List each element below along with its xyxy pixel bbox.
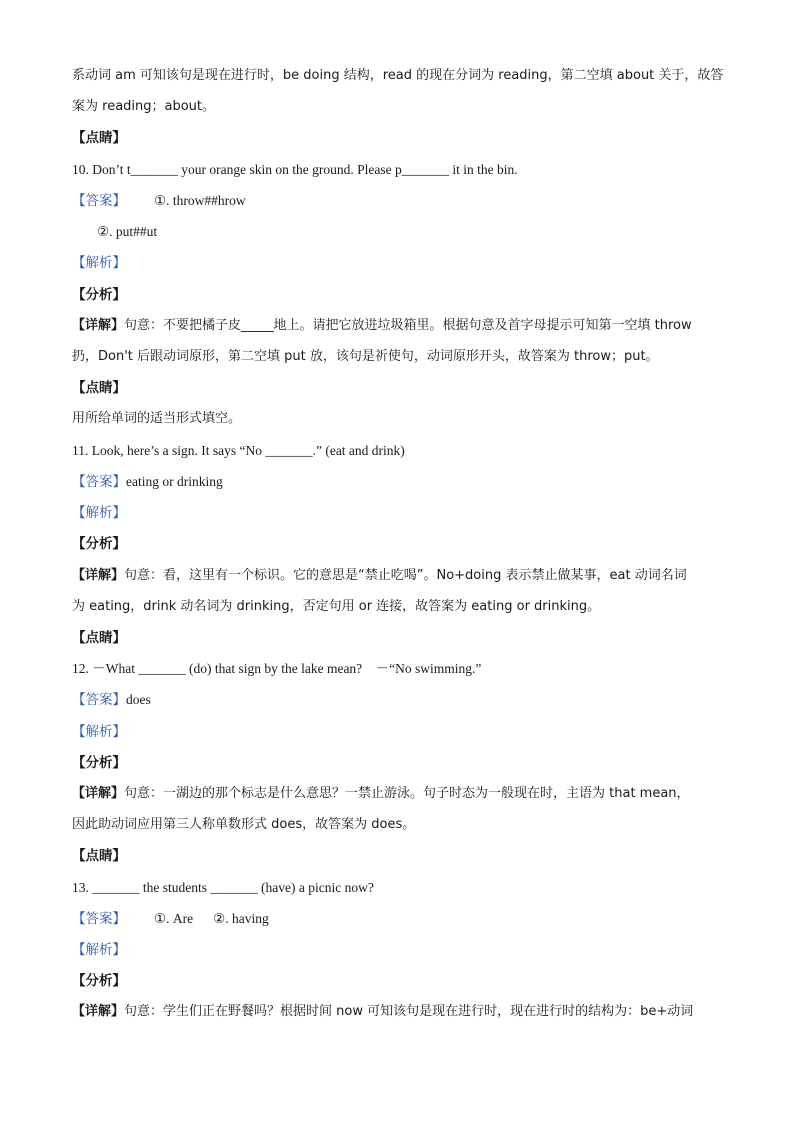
jiexi-tag: 【解析】 <box>72 942 126 958</box>
detail-line: 因此助动词应用第三人称单数形式 does，故答案为 does。 <box>72 817 416 832</box>
section-instruction: 用所给单词的适当形式填空。 <box>72 411 242 426</box>
answer-line <box>72 472 223 492</box>
question-11: 11. Look, here’s a sign. It says “No _______.” (eat and drink) <box>72 443 405 458</box>
answer-text: eating or drinking <box>126 474 223 489</box>
detail-line: 为 eating，drink 动名词为 drinking，否定句用 or 连接，故答案为 eating or drinking。 <box>72 599 601 614</box>
question-10: 10. Don’t t_______ your orange skin on the ground. Please p_______ it in the bin. <box>72 162 518 177</box>
text-line: 案为 reading；about。 <box>72 99 216 114</box>
detail-line: 【详解】句意：不要把橘子皮_____地上。请把它放进垃圾箱里。根据句意及首字母提示可知第一空填 throw <box>72 318 692 333</box>
detail-line: 【详解】句意：一湖边的那个标志是什么意思？一禁止游泳。句子时态为一般现在时，主语为 that mean， <box>72 786 690 801</box>
answer-tag: 【答案】 <box>72 692 126 708</box>
dianjing-heading: 【点睛】 <box>72 848 126 864</box>
jiexi-tag: 【解析】 <box>72 724 126 740</box>
detail-line: 【详解】句意：看，这里有一个标识。它的意思是“禁止吃喝”。No+doing 表示禁止做某事，eat 动词名词 <box>72 568 687 583</box>
question-12: 12. －What _______ (do) that sign by the lake mean? －“No swimming.” <box>72 661 482 676</box>
dianjing-heading: 【点睛】 <box>72 380 126 396</box>
detail-line: 【详解】句意：学生们正在野餐吗？根据时间 now 可知该句是现在进行时，现在进行时的结构为：be+动词 <box>72 1004 694 1019</box>
answer-line <box>72 690 151 710</box>
dianjing-heading: 【点睛】 <box>72 130 126 146</box>
detail-line: 扔，Don't 后跟动词原形，第二空填 put 放，该句是祈使句，动词原形开头，故答案为 throw；put。 <box>72 349 659 364</box>
answer-line <box>72 191 246 211</box>
answer-text: ②. having <box>213 911 269 926</box>
answer-line <box>72 909 269 929</box>
fenxi-heading: 【分析】 <box>72 287 126 303</box>
question-13: 13. _______ the students _______ (have) a picnic now? <box>72 880 374 895</box>
answer-text: ②. put##ut <box>97 224 158 239</box>
jiexi-tag: 【解析】 <box>72 255 126 271</box>
xiangjie-tag: 【详解】 <box>72 568 125 583</box>
text-line: 系动词 am 可知该句是现在进行时，be doing 结构，read 的现在分词为 reading，第二空填 about 关于，故答 <box>72 68 724 83</box>
answer-tag: 【答案】 <box>72 474 126 490</box>
answer-tag: 【答案】 <box>72 911 126 927</box>
fenxi-heading: 【分析】 <box>72 755 126 771</box>
answer-tag: 【答案】 <box>72 193 126 209</box>
xiangjie-tag: 【详解】 <box>72 786 125 801</box>
answer-text: does <box>126 692 151 707</box>
xiangjie-tag: 【详解】 <box>72 318 125 333</box>
dianjing-heading: 【点睛】 <box>72 630 126 646</box>
fenxi-heading: 【分析】 <box>72 973 126 989</box>
answer-text: ①. Are <box>154 911 194 926</box>
jiexi-tag: 【解析】 <box>72 505 126 521</box>
fenxi-heading: 【分析】 <box>72 536 126 552</box>
xiangjie-tag: 【详解】 <box>72 1004 125 1019</box>
answer-text: ①. throw##hrow <box>154 193 246 208</box>
